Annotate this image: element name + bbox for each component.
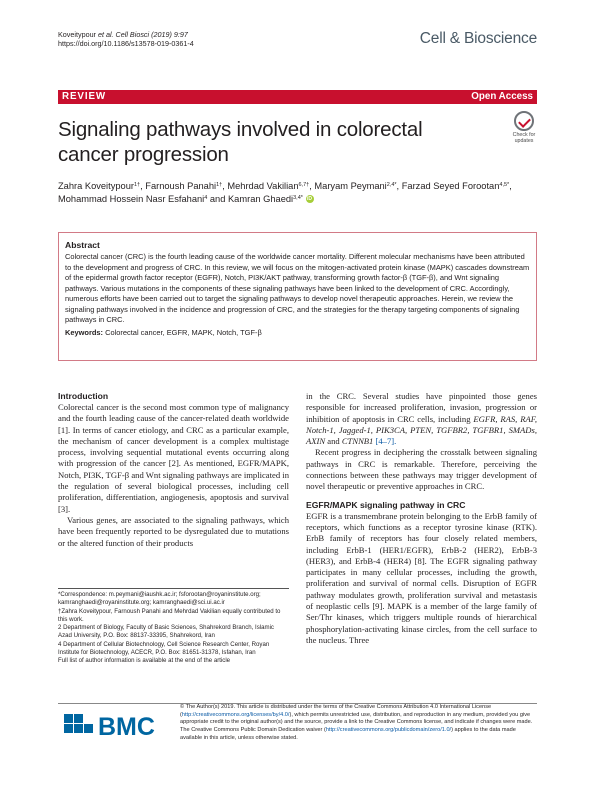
egfr-heading: EGFR/MAPK signaling pathway in CRC [306,499,466,510]
right-paragraph-1 [306,391,537,447]
check-badge-line2: updates [514,138,534,144]
article-type-banner [58,90,537,104]
right-paragraph-2: Recent progress in deciphering the crosstalk between signaling pathways in CRC is remarkable. Therefore, perceiving the connections between these pathways may trigger development of novel therapeutic or preventive approaches in CRC. [306,447,537,492]
affiliation-4: 4 Department of Cellular Biotechnology, Cell Science Research Center, Royan Institute for Biotechnology, ACECR, P.O. Box: 81651-31378, Isfahan, Iran [58,640,270,657]
check-for-updates-badge[interactable] [508,111,540,144]
abstract-box [58,232,537,361]
correspondence-note: *Correspondence: m.peymani@iaushk.ac.ir; fsforootan@royaninstitute.org; kamranghaedi@royaninstitute.org; kamranghaedi@sci.ui.ac.ir [58,591,261,607]
left-column [58,391,289,549]
author-name: Kamran Ghaedi [227,193,294,204]
intro-heading: Introduction [58,391,109,401]
article-type-label: REVIEW [62,91,107,102]
intro-paragraph-1: Colorectal cancer is the second most common type of malignancy and the fourth leading cause of the cancer-related death worldwide [1]. In terms of cancer etiology, and CRC as a particular example, the mechanism of cancer development is a complex multistage process, involving sequential mutational events occurring along with progression of the cancer [2]. As mentioned, EGFR/MAPK, Notch, PI3K, TGF-β and Wnt signaling pathways are implicated in the regulation of several biological processes, including cell proliferation, differentiation, angiogenesis, apoptosis and survival [3]. [58,402,289,514]
author-name: Maryam Peymani [314,181,387,191]
author-affiliation: 6,7† [298,182,310,188]
author-affiliation: 4 [204,194,208,201]
right-p1-text: in the CRC. Several studies have pinpointed those genes responsible for increased proliferation, invasion, progression or inhibition of apoptosis in CRC cells, including [306,391,537,424]
author-name: Zahra Koveitypour [58,181,134,191]
citation-journal-abbrev: et al. Cell Biosci [97,30,150,39]
footnote-divider [58,588,289,589]
author-name: Farnoush Panahi [145,181,217,191]
orcid-icon[interactable]: iD [307,196,312,203]
bmc-logo-text: BMC [98,713,155,740]
author-info-note: Full list of author information is available at the end of the article [58,657,231,665]
license-link-cc-by[interactable]: http://creativecommons.org/licenses/by/4.0/ [181,711,290,718]
author-affiliation: 2,4* [386,182,397,188]
license-part-2: ), which permits unrestricted use, distribution, and reproduction in any medium, provided you give appropriate credit to the original author(s) and the source, provide a link to the Creative Commons license, and indicate if changes were made. The Creative Commons Public Domain Dedication waiver ( [180,711,533,734]
check-badge-line1: Check for [512,132,536,138]
affiliation-2: 2 Department of Biology, Faculty of Basic Sciences, Shahrekord Branch, Islamic Azad University, P.O. Box: 88137-33395, Shahrekord, Iran [58,624,274,640]
journal-name: Cell & Bioscience [419,30,537,47]
author-name: Farzad Seyed Forootan [401,181,500,191]
author-affiliation: 1† [133,182,141,188]
keywords-label: Keywords: [65,327,104,337]
author-list: Zahra Koveitypour$^{1\dagger}$, Farnoush Panahi$^{1\dagger}$, Mehrdad Vakilian$^{6,7\dagger}$, Maryam Peymani$^{2,4*}$, Farzad Seyed Forootan$^{4,5*}$, Mohammad Hossein Nasr Esfahani$^4$ and Kamran Ghaedi$^{3,4*}$ iD [58,181,512,204]
author-name: Mohammad Hossein Nasr Esfahani [58,193,205,204]
license-text [180,704,537,743]
right-column [306,391,537,646]
article-title: Signaling pathways involved in colorectal cancer progression [58,118,423,166]
license-part-1: © The Author(s) 2019. This article is distributed under the terms of the Creative Commons Attribution 4.0 International License ( [180,704,492,718]
check-icon [514,111,534,131]
open-access-label: Open Access [471,91,533,102]
author-affiliation: 4,5* [499,182,510,188]
footnotes [58,591,289,666]
author-affiliation: 3,4* [293,194,303,201]
citation-first-author: Koveitypour [58,30,96,39]
abstract-heading: Abstract [65,240,100,250]
keywords-line [65,328,530,339]
bmc-logo [64,712,174,740]
author-name: Mehrdad Vakilian [227,181,299,191]
gene-list: EGFR, RAS, RAF, Notch-1, Jagged-1, PIK3CA, PTEN, TGFBR2, TGFBR1, SMADs, AXIN [306,413,537,447]
doi-link[interactable]: https://doi.org/10.1186/s13578-019-0361-4 [58,39,194,48]
right-p1-and: and [327,436,340,447]
egfr-paragraph: EGFR is a transmembrane protein belonging to the ErbB family of receptors, which functions as a receptor tyrosine kinase (RTK). ErbB family of receptors has four closely related members, including ErbB-1 (HER1/EGFR), ErbB-2 (HER2), ErbB-3 (HER3), and ErbB-4 (HER4) [8]. The EGFR signaling pathway participates in many cellular processes, including the growth, proliferation and survival of normal cells. Disruption of EGFR pathway modulates growth, proliferation survival and metastasis of neoplastic cells [9]. MAPK is a member of the large family of Ser/Thr kinases, which triggers multiple rounds of hierarchical phosphorylation-activating kinase circles, from the cell surface to the nucleus. Three [306,510,537,645]
license-link-cc0[interactable]: http://creativecommons.org/publicdomain/zero/1.0/ [325,727,452,734]
license-part-3: ) applies to the data made available in this article, unless otherwise stated. [180,727,516,741]
author-affiliation: 1† [216,182,223,188]
gene-last: CTNNB1 [341,436,374,447]
reference-link[interactable]: [4–7]. [375,436,397,447]
keywords-text: Colorectal cancer, EGFR, MAPK, Notch, TGF-β [105,327,262,337]
abstract-text: Colorectal cancer (CRC) is the fourth leading cause of the worldwide cancer mortality. Different molecular mechanisms have been attributed to the development and progress of CRC. In this review, we will focus on the mitogen-activated protein kinase (MAPK) cascades downstream of the epidermal growth factor receptor (EGFR), Notch, PI3K/AKT pathway, transforming growth factor-β (TGF-β), and Wnt signaling pathways. Various mutations in the components of these signaling pathways have been linked to the development of CRC. Accordingly, numerous efforts have been carried out to target the signaling pathways to develop novel therapeutic approaches. Herein, we review the signaling pathways involved in the incidence and progression of CRC, and the strategies for the therapy targeting components of signaling pathways in CRC. [65,252,530,325]
equal-contribution-note: †Zahra Koveitypour, Farnoush Panahi and Mehrdad Vakilian equally contributed to this work. [58,607,281,623]
bmc-logo-icon [64,712,174,740]
intro-paragraph-2: Various genes, are associated to the signaling pathways, which have been frequently reported to be dysregulated due to mutations or the altered function of their products [58,514,289,548]
citation-year-volume: (2019) 9:97 [151,30,188,39]
citation-header [58,30,194,48]
